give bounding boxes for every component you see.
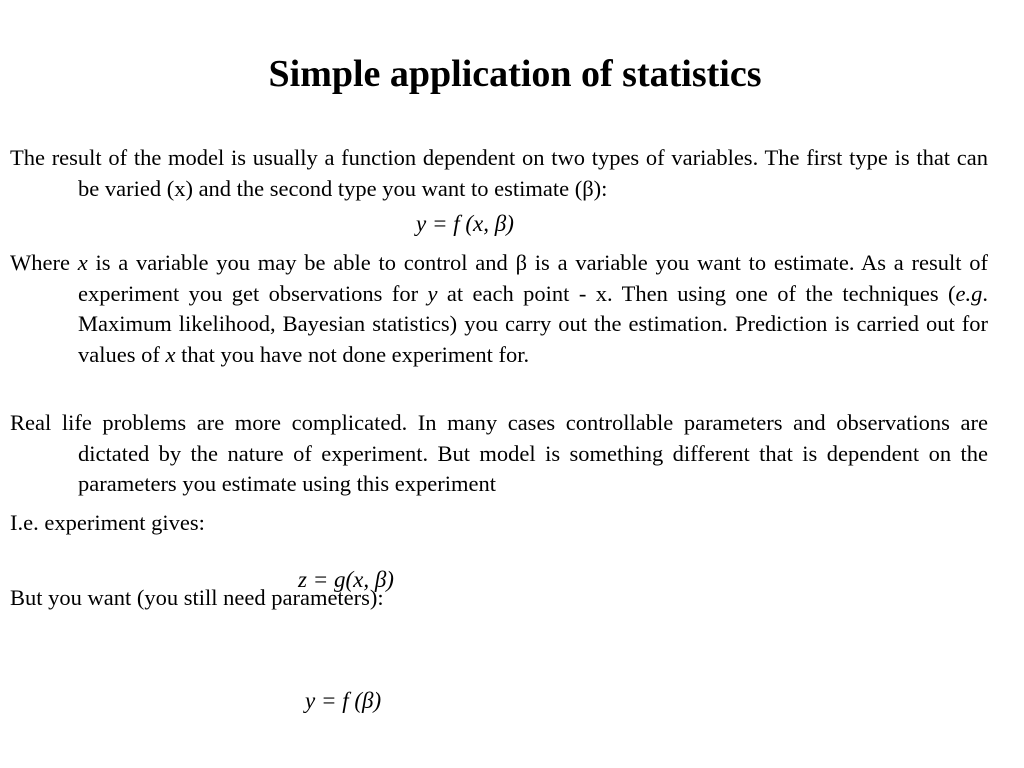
paragraph-intro [10, 143, 988, 204]
slide-title: Simple application of statistics [268, 53, 762, 95]
variable-x: x [165, 341, 176, 367]
line-experiment-gives: I.e. experiment gives: [10, 510, 205, 535]
variable-x: x [77, 250, 88, 275]
beta-symbol: β [582, 175, 594, 201]
intro-text-end: ): [593, 175, 608, 201]
paragraph-real-life: Real life problems are more complicated. In many cases controllable parameters and observations are dictated by the nature of experiment. But model is something different that is dependent on the parameters you estimate using this experiment [10, 410, 988, 496]
intro-text: The result of the model is usually a function dependent on two types of variables. The first type is that can be varied (x) and the second type you want to estimate ( [10, 145, 988, 201]
line-but-you-want: But you want (you still need parameters): [10, 585, 384, 610]
paragraph-where: Where x is a variable you may be able to control and β is a variable you want to estimate. As a result of experiment you get observations for y at each point - x. Then using one of the techniques (e.g. Maximum likelihood, Bayesian statistics) you carry out the estimation. Prediction is carried out for values of x that you have not done experiment for. [10, 250, 989, 367]
equation-z-g-x-beta: z = g(x, β) [298, 567, 394, 592]
eg-abbreviation: e.g [955, 280, 983, 306]
equation-y-f-x-beta: y = f (x, β) [416, 211, 514, 236]
equation-y-f-beta: y = f (β) [305, 688, 382, 713]
beta-symbol: β [515, 250, 528, 275]
variable-y: y [427, 280, 438, 306]
